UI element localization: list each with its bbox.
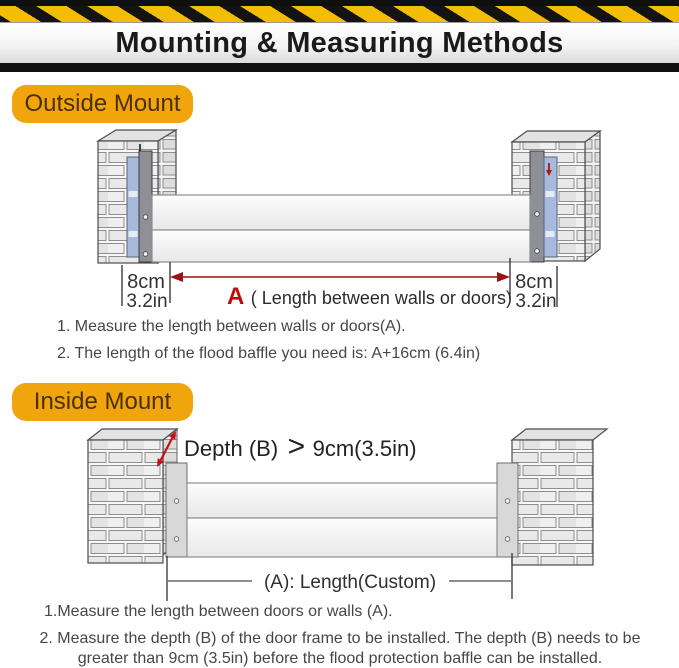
depth-dimension-caption xyxy=(184,430,417,463)
banner-top-edge xyxy=(0,0,679,6)
depth-gt-symbol: > xyxy=(287,430,306,463)
length-dimension-caption xyxy=(227,283,512,310)
header-banner xyxy=(0,0,679,73)
left-mount-plate xyxy=(166,463,187,557)
left-offset-cm: 8cm xyxy=(127,271,165,293)
right-offset-inch: 3.2in xyxy=(515,291,557,312)
outside-mount-label xyxy=(12,85,193,123)
arrow-right-icon xyxy=(497,272,510,282)
right-mount-bracket xyxy=(530,151,557,262)
outside-step-1: 1. Measure the length between walls or doors(A). xyxy=(57,318,406,335)
length-dimension xyxy=(122,258,557,312)
inside-mount-label xyxy=(12,383,193,421)
depth-value: 9cm(3.5in) xyxy=(312,436,417,461)
left-brick-pillar xyxy=(88,429,177,563)
length-dimension xyxy=(167,553,512,601)
inside-mount-diagram xyxy=(0,425,679,610)
left-offset-inch: 3.2in xyxy=(126,291,168,312)
length-caption: ( Length between walls or doors) xyxy=(250,288,512,308)
right-mount-plate xyxy=(497,463,518,557)
inside-step-1: 1.Measure the length between doors or walls (A). xyxy=(44,603,393,620)
right-brick-pillar xyxy=(512,429,607,565)
flood-baffle-panels xyxy=(152,195,530,262)
outside-step-2: 2. The length of the flood baffle you need is: A+16cm (6.4in) xyxy=(57,345,481,362)
banner-bottom-strip xyxy=(0,63,679,72)
inside-step-2: 2. Measure the depth (B) of the door frame to be installed. The depth (B) needs to be greater than 9cm (3.5in) before the flood protection baffle can be installed. xyxy=(39,630,641,667)
length-caption: (A): Length(Custom) xyxy=(263,572,437,593)
outside-mount-label-text: Outside Mount xyxy=(24,90,181,117)
title-bar xyxy=(0,22,679,64)
right-offset-cm: 8cm xyxy=(515,271,553,293)
depth-label: Depth (B) xyxy=(184,436,279,461)
inside-mount-label-text: Inside Mount xyxy=(33,388,172,415)
flood-baffle-panels xyxy=(187,483,497,557)
left-mount-bracket xyxy=(127,144,152,262)
page-title: Mounting & Measuring Methods xyxy=(115,27,564,59)
length-letter: A xyxy=(227,283,245,310)
arrow-left-icon xyxy=(170,272,183,282)
